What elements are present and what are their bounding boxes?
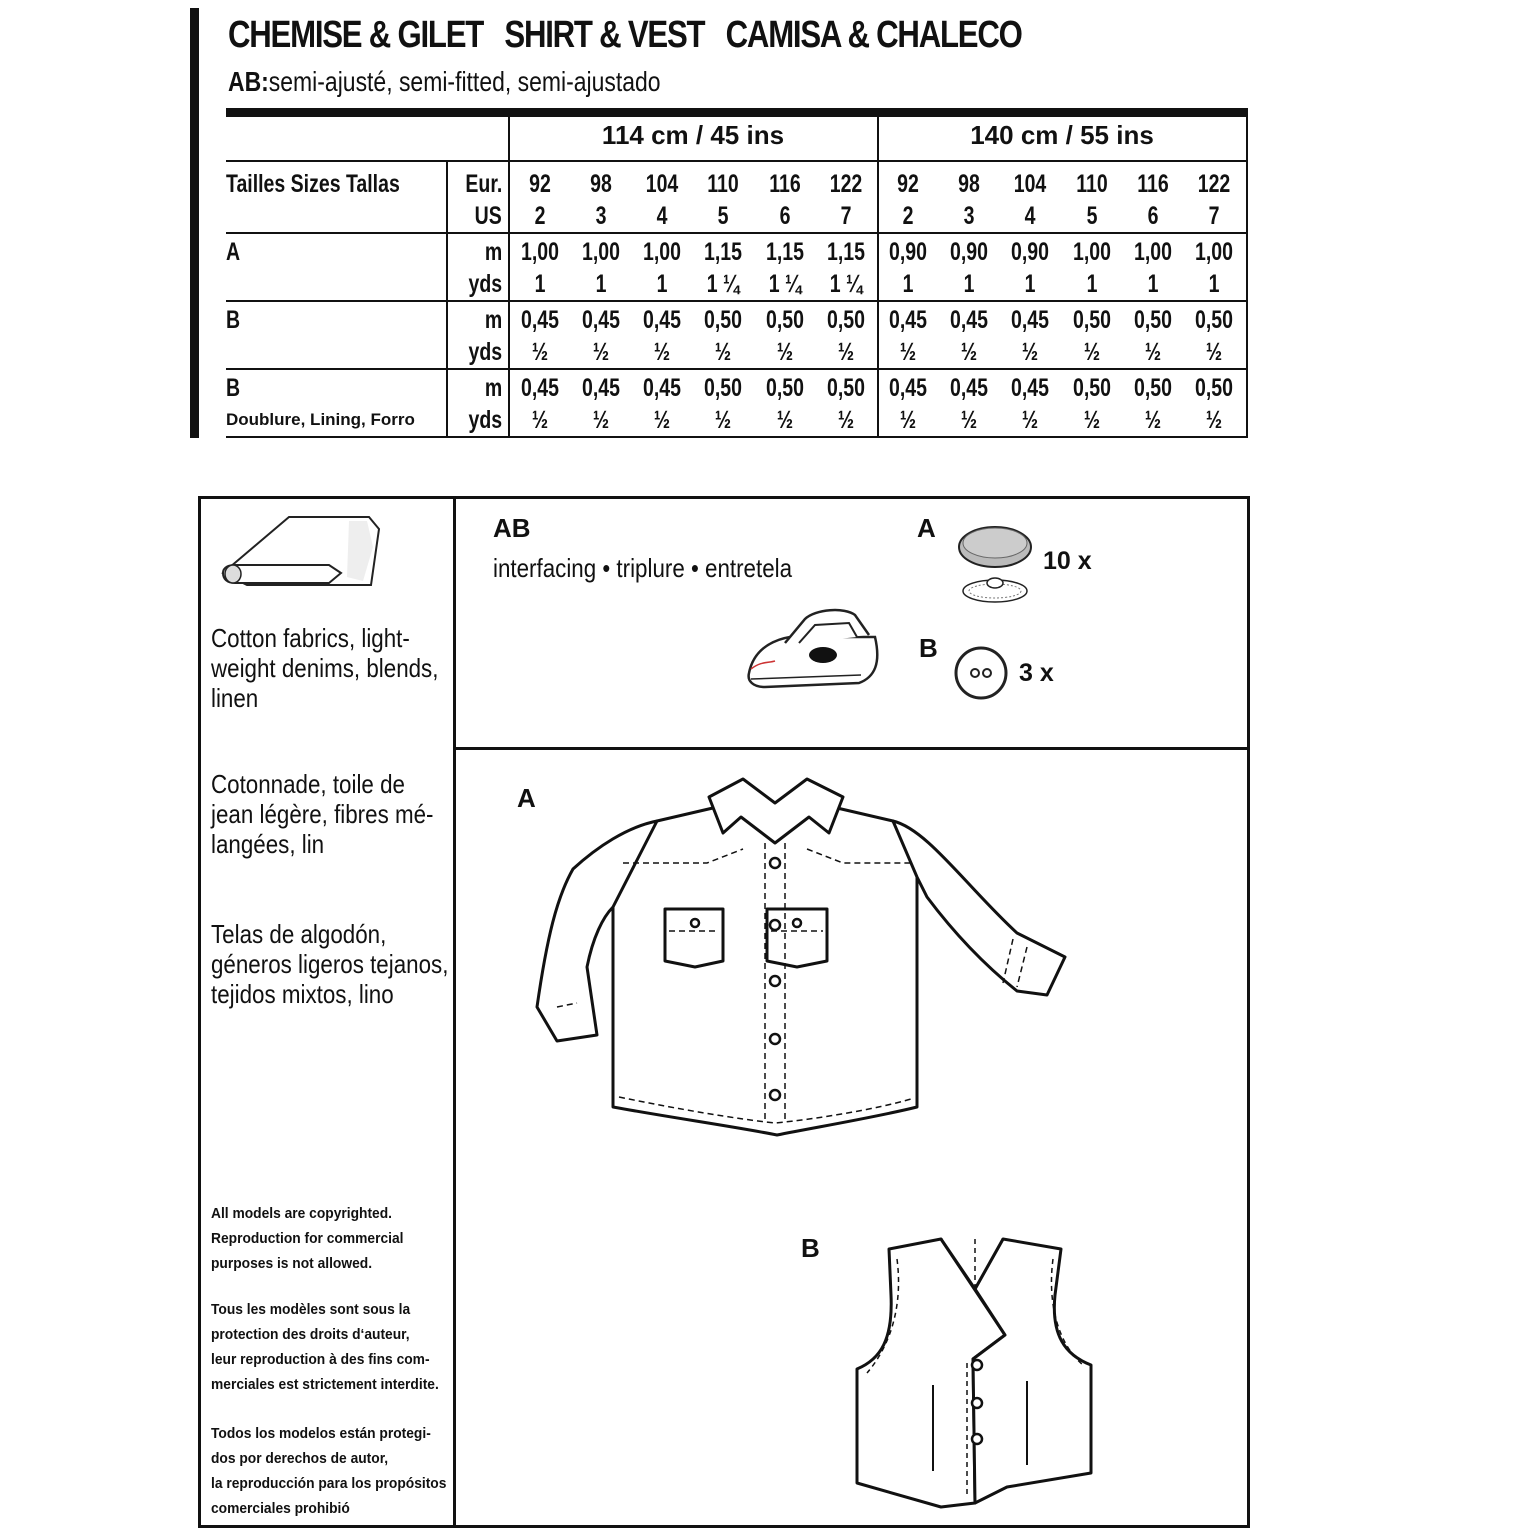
row-divider <box>456 747 1247 750</box>
snap-fastener-icon <box>955 523 1035 607</box>
fabric-text-en: Cotton fabrics, light- weight denims, blends, linen <box>211 623 439 713</box>
meters-cell: 0,90 <box>950 238 988 266</box>
meters-cell: 1,15 <box>704 238 742 266</box>
meters-cell: 0,50 <box>1134 374 1172 402</box>
button-icon <box>953 645 1009 701</box>
buttons-view-label: B <box>919 633 938 663</box>
meters-label: m <box>484 374 502 402</box>
table-column-rule <box>508 117 510 437</box>
meters-cell: 0,50 <box>1134 306 1172 334</box>
yards-cell: ½ <box>899 406 917 434</box>
yards-cell: 1 <box>595 270 607 298</box>
yards-cell: 1 <box>1086 270 1098 298</box>
table-rule <box>226 368 1248 370</box>
meters-cell: 0,50 <box>1073 306 1111 334</box>
width-header: 140 cm / 55 ins <box>970 120 1154 150</box>
eur-size-cell: 92 <box>897 170 919 198</box>
copyright-en: All models are copyrighted. Reproduction for commercial purposes is not allowed. <box>211 1205 404 1272</box>
notions-box <box>198 496 1250 1528</box>
eur-size-cell: 116 <box>1137 170 1169 198</box>
view-row-label: B <box>226 374 241 402</box>
yards-cell: 1 <box>534 270 546 298</box>
eur-size-cell: 116 <box>769 170 801 198</box>
us-size-cell: 2 <box>534 202 546 230</box>
meters-cell: 0,45 <box>643 306 681 334</box>
shirt-view-label: A <box>517 783 536 813</box>
yards-cell: ½ <box>1205 338 1223 366</box>
us-size-cell: 3 <box>595 202 607 230</box>
eur-size-cell: 104 <box>1013 170 1047 198</box>
meters-cell: 1,15 <box>827 238 865 266</box>
interfacing-view-label: AB <box>493 513 531 543</box>
eur-label: Eur. <box>465 170 502 198</box>
iron-icon <box>745 603 885 693</box>
meters-cell: 1,00 <box>582 238 620 266</box>
meters-cell: 0,50 <box>766 374 804 402</box>
meters-cell: 0,45 <box>643 374 681 402</box>
eur-size-cell: 110 <box>1076 170 1108 198</box>
table-rule <box>226 300 1248 302</box>
meters-cell: 0,50 <box>704 374 742 402</box>
yards-cell: ½ <box>714 338 732 366</box>
meters-cell: 0,45 <box>1011 306 1049 334</box>
title-fr: CHEMISE & GILET <box>228 14 484 56</box>
yards-cell: ½ <box>1144 406 1162 434</box>
meters-label: m <box>484 238 502 266</box>
table-column-rule <box>877 117 879 437</box>
us-size-cell: 7 <box>840 202 852 230</box>
fabric-text-fr: Cotonnade, toile de jean légère, fibres mé- langées, lin <box>211 769 434 859</box>
eur-size-cell: 92 <box>529 170 551 198</box>
left-accent-bar <box>190 8 199 438</box>
fabric-text-es: Telas de algodón, géneros ligeros tejanos, tejidos mixtos, lino <box>211 919 449 1009</box>
yards-cell: ½ <box>837 338 855 366</box>
yards-cell: ½ <box>960 338 978 366</box>
meters-cell: 0,45 <box>521 306 559 334</box>
meters-cell: 0,45 <box>1011 374 1049 402</box>
table-top-bar <box>226 108 1248 117</box>
title-en: SHIRT & VEST <box>504 14 705 56</box>
column-divider <box>453 499 456 1525</box>
meters-cell: 0,90 <box>889 238 927 266</box>
us-size-cell: 6 <box>779 202 791 230</box>
meters-cell: 1,00 <box>1195 238 1233 266</box>
title-es: CAMISA & CHALECO <box>725 14 1022 56</box>
meters-cell: 1,15 <box>766 238 804 266</box>
table-rule <box>226 160 1248 162</box>
row-note: Doublure, Lining, Forro <box>226 410 415 429</box>
table-rule <box>226 232 1248 234</box>
sizes-label: Tailles Sizes Tallas <box>226 170 400 198</box>
yards-label: yds <box>468 406 502 434</box>
meters-cell: 0,50 <box>766 306 804 334</box>
yards-cell: ½ <box>531 406 549 434</box>
meters-cell: 0,45 <box>582 374 620 402</box>
meters-label: m <box>484 306 502 334</box>
yards-cell: 1 ¼ <box>706 270 740 298</box>
eur-size-cell: 122 <box>829 170 863 198</box>
yards-cell: ½ <box>776 406 794 434</box>
eur-size-cell: 104 <box>645 170 679 198</box>
copyright-es: Todos los modelos están protegi- dos por derechos de autor, la reproducción para los propósitos comerciales prohibió <box>211 1425 447 1517</box>
meters-cell: 0,50 <box>827 306 865 334</box>
yards-cell: ½ <box>1205 406 1223 434</box>
yardage-table <box>226 108 1248 438</box>
yards-cell: ½ <box>1021 338 1039 366</box>
us-size-cell: 7 <box>1208 202 1220 230</box>
snaps-quantity: 10 x <box>1043 547 1092 575</box>
yards-cell: 1 <box>902 270 914 298</box>
view-row-label: A <box>226 238 241 266</box>
us-size-cell: 5 <box>1086 202 1098 230</box>
eur-size-cell: 98 <box>590 170 612 198</box>
eur-size-cell: 110 <box>707 170 739 198</box>
eur-size-cell: 98 <box>958 170 980 198</box>
meters-cell: 0,45 <box>889 306 927 334</box>
meters-cell: 0,50 <box>704 306 742 334</box>
meters-cell: 0,45 <box>889 374 927 402</box>
us-size-cell: 5 <box>717 202 729 230</box>
page-title <box>228 14 1043 57</box>
meters-cell: 0,50 <box>1073 374 1111 402</box>
yards-cell: ½ <box>899 338 917 366</box>
yards-cell: ½ <box>960 406 978 434</box>
view-row-label: B <box>226 306 241 334</box>
us-label: US <box>474 202 502 230</box>
yards-cell: ½ <box>592 406 610 434</box>
yards-cell: ½ <box>653 406 671 434</box>
yards-cell: ½ <box>1144 338 1162 366</box>
table-rule <box>226 436 1248 438</box>
vest-view-label: B <box>801 1233 820 1263</box>
eur-size-cell: 122 <box>1197 170 1231 198</box>
yards-cell: 1 <box>1208 270 1220 298</box>
meters-cell: 1,00 <box>1134 238 1172 266</box>
us-size-cell: 4 <box>1024 202 1036 230</box>
buttons-quantity: 3 x <box>1019 659 1054 687</box>
subtitle-code: AB: <box>228 66 269 97</box>
yards-cell: 1 <box>656 270 668 298</box>
us-size-cell: 3 <box>963 202 975 230</box>
meters-cell: 1,00 <box>521 238 559 266</box>
us-size-cell: 2 <box>902 202 914 230</box>
page-subtitle <box>228 66 661 98</box>
table-column-rule <box>446 160 448 436</box>
fabric-bolt-icon <box>219 507 379 587</box>
meters-cell: 0,45 <box>950 306 988 334</box>
vest-illustration <box>851 1235 1101 1515</box>
interfacing-text: interfacing • triplure • entretela <box>493 553 793 583</box>
meters-cell: 1,00 <box>1073 238 1111 266</box>
yards-cell: ½ <box>592 338 610 366</box>
yards-cell: ½ <box>776 338 794 366</box>
meters-cell: 0,45 <box>950 374 988 402</box>
yards-cell: 1 <box>1024 270 1036 298</box>
yards-cell: 1 <box>963 270 975 298</box>
yards-cell: ½ <box>714 406 732 434</box>
yards-cell: ½ <box>837 406 855 434</box>
meters-cell: 0,45 <box>521 374 559 402</box>
us-size-cell: 4 <box>656 202 668 230</box>
yards-cell: 1 ¼ <box>829 270 863 298</box>
snaps-view-label: A <box>917 513 936 543</box>
yards-cell: ½ <box>531 338 549 366</box>
yards-cell: ½ <box>1083 406 1101 434</box>
meters-cell: 0,45 <box>582 306 620 334</box>
table-column-rule <box>1246 117 1248 437</box>
width-header: 114 cm / 45 ins <box>601 120 785 150</box>
meters-cell: 0,90 <box>1011 238 1049 266</box>
subtitle-text: semi-ajusté, semi-fitted, semi-ajustado <box>268 66 661 97</box>
yards-cell: ½ <box>1083 338 1101 366</box>
copyright-fr: Tous les modèles sont sous la protection des droits d‘auteur, leur reproduction à des fins com- merciales est strictement interdite. <box>211 1301 439 1393</box>
yards-cell: 1 ¼ <box>768 270 802 298</box>
shirt-illustration <box>517 777 1077 1137</box>
yards-label: yds <box>468 270 502 298</box>
yards-cell: ½ <box>653 338 671 366</box>
yards-cell: 1 <box>1147 270 1159 298</box>
yards-label: yds <box>468 338 502 366</box>
us-size-cell: 6 <box>1147 202 1159 230</box>
yards-cell: ½ <box>1021 406 1039 434</box>
meters-cell: 0,50 <box>827 374 865 402</box>
meters-cell: 1,00 <box>643 238 681 266</box>
meters-cell: 0,50 <box>1195 374 1233 402</box>
meters-cell: 0,50 <box>1195 306 1233 334</box>
